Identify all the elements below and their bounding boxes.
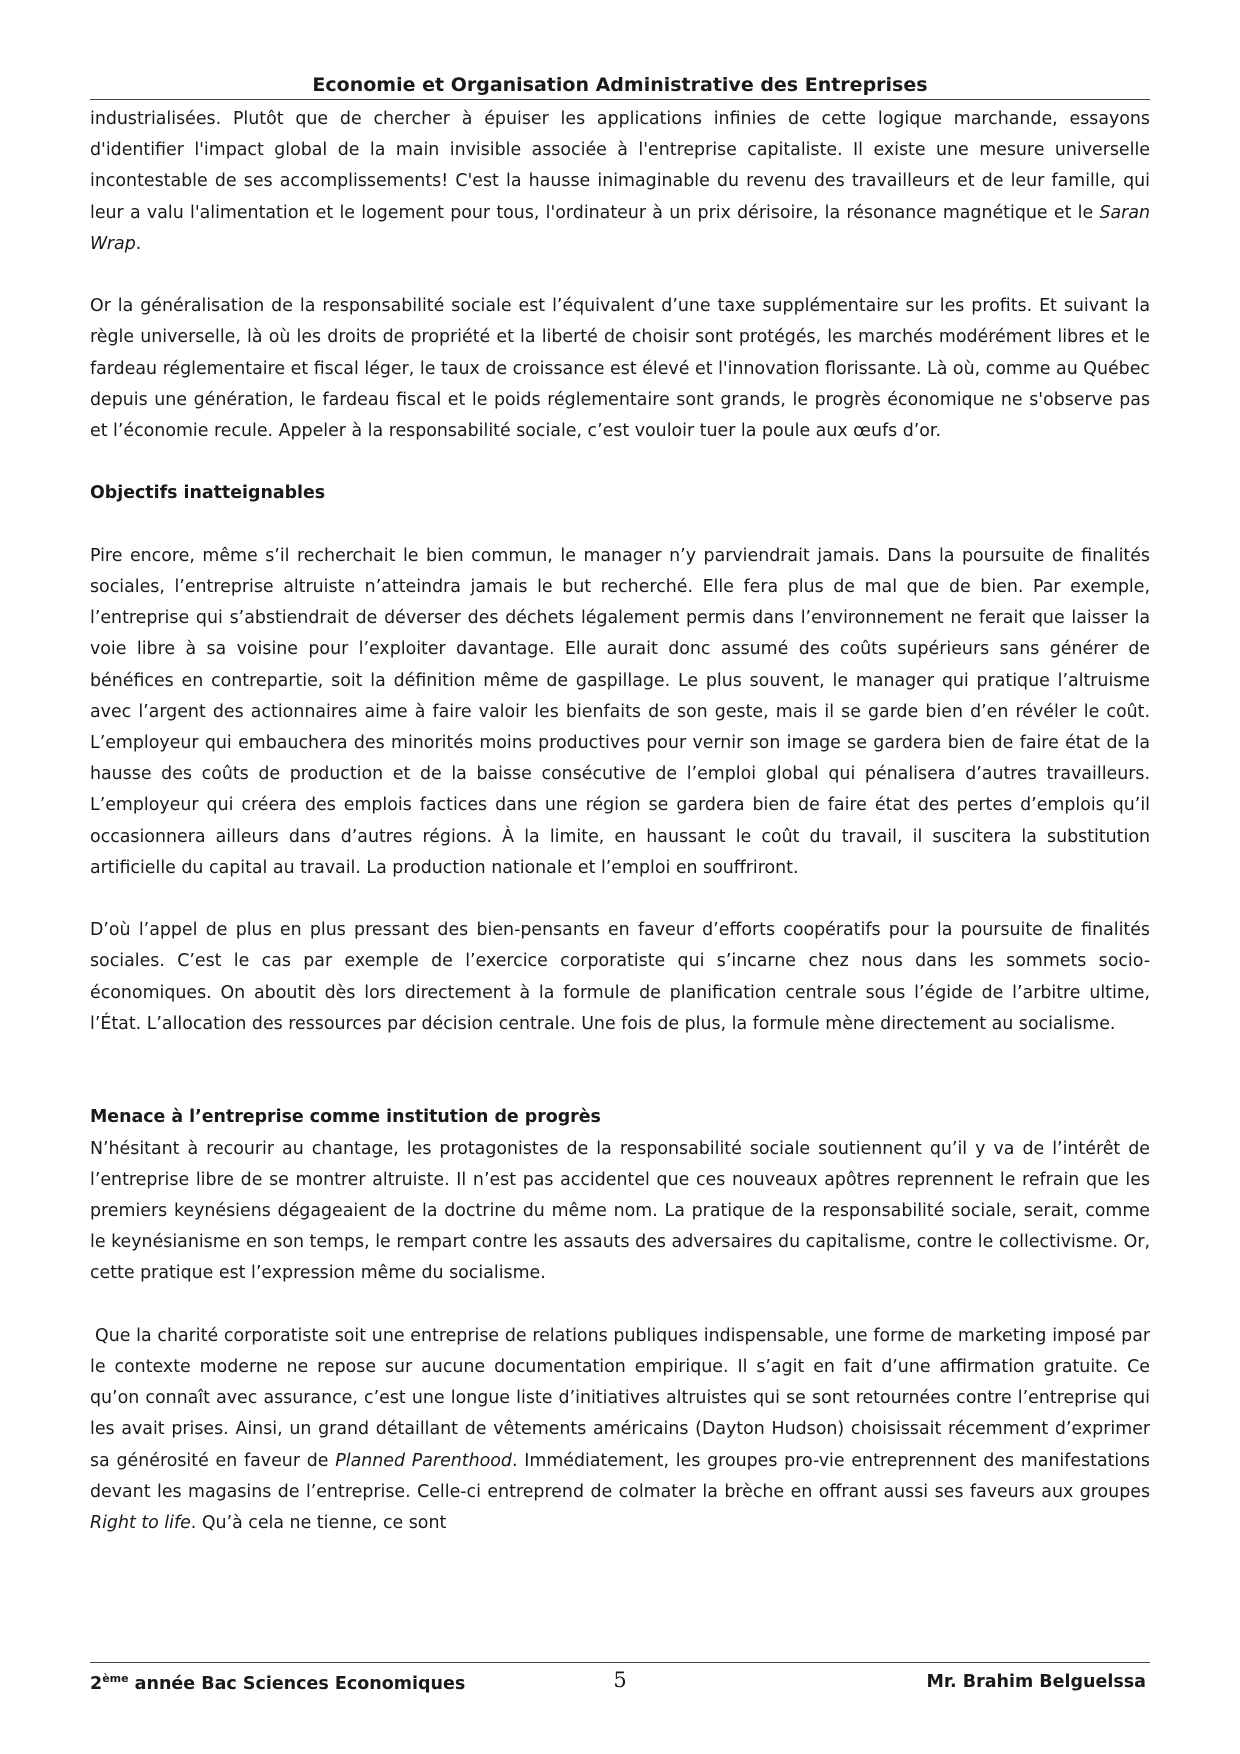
footer-author: Mr. Brahim Belguelssa [926,1672,1146,1692]
footer-grade-number: 2 [90,1673,103,1694]
paragraph-6-text-2: . Immédiatement, les groupes pro-vie entreprennent des manifestations devant les magasins de l’entreprise. Celle-ci entreprend de colmater la brèche en offrant aussi ses faveurs aux groupes [90,1450,1150,1502]
paragraph-1 [90,104,1150,260]
spacer [90,1290,1150,1321]
footer-divider [90,1662,1150,1663]
paragraph-3: Pire encore, même s’il recherchait le bien commun, le manager n’y parviendrait jamais. Dans la poursuite de finalités sociales, l’entreprise altruiste n’atteindra jamais le but recherché. Elle fera plus de mal que de bien. Par exemple, l’entreprise qui s’abstiendrait de déverser des déchets légalement permis dans l’environnement ne ferait que laisser la voie libre à sa voisine pour l’exploiter davantage. Elle aurait donc assumé des coûts supérieurs sans générer de bénéfices en contrepartie, soit la définition même de gaspillage. Le plus souvent, le manager qui pratique l’altruisme avec l’argent des actionnaires aime à faire valoir les bienfaits de son geste, mais il se garde bien d’en révéler le coût. L’employeur qui embauchera des minorités moins productives pour vernir son image se gardera bien de faire état de la hausse des coûts de production et de la baisse consécutive de l’emploi global qui pénalisera d’autres travailleurs. L’employeur qui créera des emplois factices dans une région se gardera bien de faire état des pertes d’emplois qu’il occasionnera ailleurs dans d’autres régions. À la limite, en haussant le coût du travail, il suscitera la substitution artificielle du capital au travail. La production nationale et l’emploi en souffriront. [90,545,1150,878]
spacer [90,260,1150,291]
footer-grade-text: année Bac Sciences Economiques [128,1673,466,1694]
footer-class-label [90,1672,465,1694]
paragraph-6-italic-2: Right to life [90,1513,191,1534]
paragraph-1-text: industrialisées. Plutôt que de chercher à épuiser les applications infinies de cette logique marchande, essayons d'identifier l'impact global de la main invisible associée à l'entreprise capitaliste. Il existe une mesure universelle incontestable de ses accomplissements! C'est la hausse inimaginable du revenu des travailleurs et de leur famille, qui leur a valu l'alimentation et le logement pour tous, l'ordinateur à un prix dérisoire, la résonance magnétique et le [90,109,1150,223]
page-header-title: Economie et Organisation Administrative des Entreprises [312,74,928,96]
paragraph-6-end: . Qu’à cela ne tienne, ce sont [190,1513,447,1534]
section-heading-objectifs: Objectifs inatteignables [90,483,326,504]
paragraph-6-italic-1: Planned Parenthood [335,1450,512,1471]
paragraph-6-text: Que la charité corporatiste soit une entreprise de relations publiques indispensable, une forme de marketing imposé par le contexte moderne ne repose sur aucune documentation empirique. Il s’agit en fait d’une affirmation gratuite. Ce qu’on connaît avec assurance, c’est une longue liste d’initiatives altruistes qui se sont retournées contre l’entreprise qui les avait prises. Ainsi, un grand détaillant de vêtements américains (Dayton Hudson) choisissait récemment d’exprimer sa générosité en faveur de [90,1325,1150,1471]
spacer [90,510,1150,541]
header-divider [90,99,1150,100]
paragraph-1-italic: Saran Wrap [90,202,1150,254]
paragraph-4: D’où l’appel de plus en plus pressant des bien-pensants en faveur d’efforts coopératifs pour la poursuite de finalités sociales. C’est le cas par exemple de l’exercice corporatiste qui s’incarne chez nous dans les sommets socio-économiques. On aboutit dès lors directement à la formule de planification centrale sous l’égide de l’arbitre ultime, l’État. L’allocation des ressources par décision centrale. Une fois de plus, la formule mène directement au socialisme. [90,920,1150,1034]
paragraph-1-end: . [135,233,142,254]
spacer [90,884,1150,915]
page-number: 5 [613,1668,627,1692]
footer-grade-superscript: ème [102,1672,129,1685]
paragraph-5: N’hésitant à recourir au chantage, les protagonistes de la responsabilité sociale soutiennent qu’il y va de l’intérêt de l’entreprise libre de se montrer altruiste. Il n’est pas accidentel que ces nouveaux apôtres reprennent le refrain que les premiers keynésiens dégageaient de la doctrine du même nom. La pratique de la responsabilité sociale, serait, comme le keynésianisme en son temps, le rempart contre les assauts des adversaires du capitalisme, contre le collectivisme. Or, cette pratique est l’expression même du socialisme. [90,1138,1150,1284]
paragraph-6 [90,1321,1150,1539]
section-heading-menace: Menace à l’entreprise comme institution de progrès [90,1107,601,1128]
spacer [90,447,1150,478]
paragraph-2: Or la généralisation de la responsabilité sociale est l’équivalent d’une taxe supplémentaire sur les profits. Et suivant la règle universelle, là où les droits de propriété et la liberté de choisir sont protégés, les marchés modérément libres et le fardeau réglementaire et fiscal léger, le taux de croissance est élevé et l'innovation florissante. Là où, comme au Québec depuis une génération, le fardeau fiscal et le poids réglementaire sont grands, le progrès économique ne s'observe pas et l’économie recule. Appeler à la responsabilité sociale, c’est vouloir tuer la poule aux œufs d’or. [90,296,1150,442]
document-body [90,104,1150,1539]
spacer [90,1040,1150,1102]
